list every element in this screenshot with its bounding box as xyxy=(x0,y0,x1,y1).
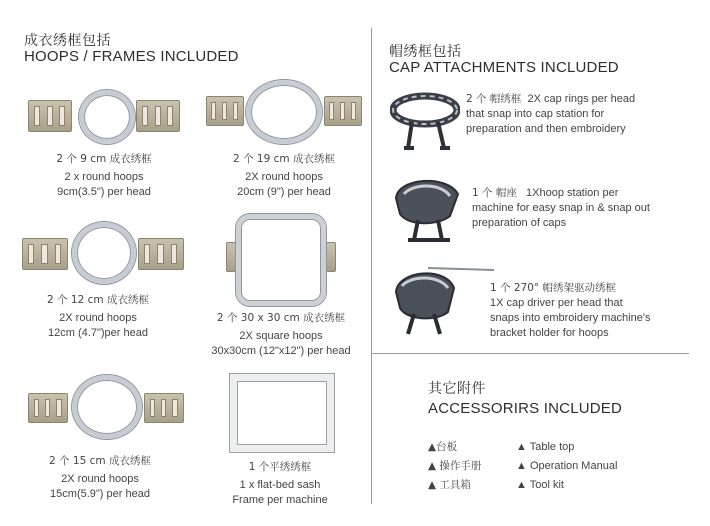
accessory-toolkit-en: ▲ Tool kit xyxy=(516,479,564,491)
hoop-15cm-line2: 15cm(5.9") per head xyxy=(50,488,150,500)
cap-ring-en: 2X cap rings per head xyxy=(527,93,636,105)
hoop-12cm-caption xyxy=(8,293,188,341)
hoop-9cm-cn: 2 个 9 cm 成衣绣框 xyxy=(56,153,152,165)
cap-station-cn: 1 个 帽座 xyxy=(472,187,517,199)
accessory-table-top-en: ▲ Table top xyxy=(516,441,575,453)
accessory-manual-en: ▲ Operation Manual xyxy=(516,460,618,472)
hoop-19cm-line2: 20cm (9") per head xyxy=(237,186,331,198)
hoop-19cm-cn: 2 个 19 cm 成衣绣框 xyxy=(233,153,335,165)
hoop-15cm-line1: 2X round hoops xyxy=(61,473,139,485)
cap-station-en: 1Xhoop station per xyxy=(526,187,619,199)
cap-ring-line2: that snap into cap station for xyxy=(466,108,605,120)
flat-sash-line1: 1 x flat-bed sash xyxy=(239,479,321,491)
hoop-12cm-line1: 2X round hoops xyxy=(59,312,137,324)
flat-sash-caption xyxy=(190,460,370,508)
hoop-19cm-image xyxy=(204,80,364,146)
accessory-table-top-cn: ▲台板 xyxy=(428,441,458,453)
cap-station-image xyxy=(388,170,468,244)
hoop-9cm-image xyxy=(24,88,184,146)
accessory-toolkit-cn: ▲ 工具箱 xyxy=(428,479,471,491)
cap-ring-cn: 2 个 帽绣框 xyxy=(466,93,522,105)
vertical-divider xyxy=(371,28,372,504)
cap-ring-line3: preparation and then embroidery xyxy=(466,123,626,135)
cap-station-desc xyxy=(472,186,702,231)
hoop-15cm-image xyxy=(26,375,186,441)
cap-driver-image xyxy=(388,256,498,340)
hoop-square-caption xyxy=(192,311,370,359)
cap-driver-line4: bracket holder for hoops xyxy=(490,327,609,339)
hoop-square-image xyxy=(226,214,336,306)
flat-sash-line2: Frame per machine xyxy=(232,494,328,506)
cap-ring-desc xyxy=(466,92,696,137)
flat-sash-image xyxy=(230,374,334,452)
accessory-manual-cn: ▲ 操作手册 xyxy=(428,460,482,472)
hoop-square-line2: 30x30cm (12"x12") per head xyxy=(211,345,351,357)
cap-ring-image xyxy=(390,82,460,158)
cap-title-cn: 帽绣框包括 xyxy=(389,44,462,60)
hoop-15cm-cn: 2 个 15 cm 成衣绣框 xyxy=(49,455,151,467)
hoop-12cm-image xyxy=(20,222,186,286)
hoop-9cm-line2: 9cm(3.5") per head xyxy=(57,186,151,198)
accessories-en-list xyxy=(516,438,676,495)
hoop-19cm-line1: 2X round hoops xyxy=(245,171,323,183)
cap-driver-cn: 1 个 270° 帽绣架驱动绣框 xyxy=(490,282,616,294)
accessories-title-cn: 其它附件 xyxy=(428,381,486,397)
hoop-square-cn: 2 个 30 x 30 cm 成衣绣框 xyxy=(216,312,346,324)
cap-driver-line2: 1X cap driver per head that xyxy=(490,297,623,309)
hoop-9cm-caption xyxy=(14,152,194,200)
hoop-square-line1: 2X square hoops xyxy=(239,330,323,342)
hoop-12cm-cn: 2 个 12 cm 成衣绣框 xyxy=(47,294,149,306)
cap-driver-line3: snaps into embroidery machine's xyxy=(490,312,651,324)
hoops-title-cn: 成衣绣框包括 xyxy=(24,33,111,49)
cap-driver-desc xyxy=(490,281,686,341)
cap-title-en: CAP ATTACHMENTS INCLUDED xyxy=(389,59,619,76)
cap-station-line3: preparation of caps xyxy=(472,217,567,229)
horizontal-divider xyxy=(371,353,689,354)
hoop-19cm-caption xyxy=(194,152,374,200)
cap-station-line2: machine for easy snap in & snap out xyxy=(472,202,650,214)
hoop-15cm-caption xyxy=(10,454,190,502)
hoop-12cm-line2: 12cm (4.7")per head xyxy=(48,327,148,339)
accessories-title-en: ACCESSORIRS INCLUDED xyxy=(428,400,623,417)
accessories-cn-list xyxy=(428,438,516,495)
hoop-9cm-line1: 2 x round hoops xyxy=(64,171,144,183)
flat-sash-cn: 1 个平绣绣框 xyxy=(248,461,312,473)
hoops-title-en: HOOPS / FRAMES INCLUDED xyxy=(24,48,239,65)
